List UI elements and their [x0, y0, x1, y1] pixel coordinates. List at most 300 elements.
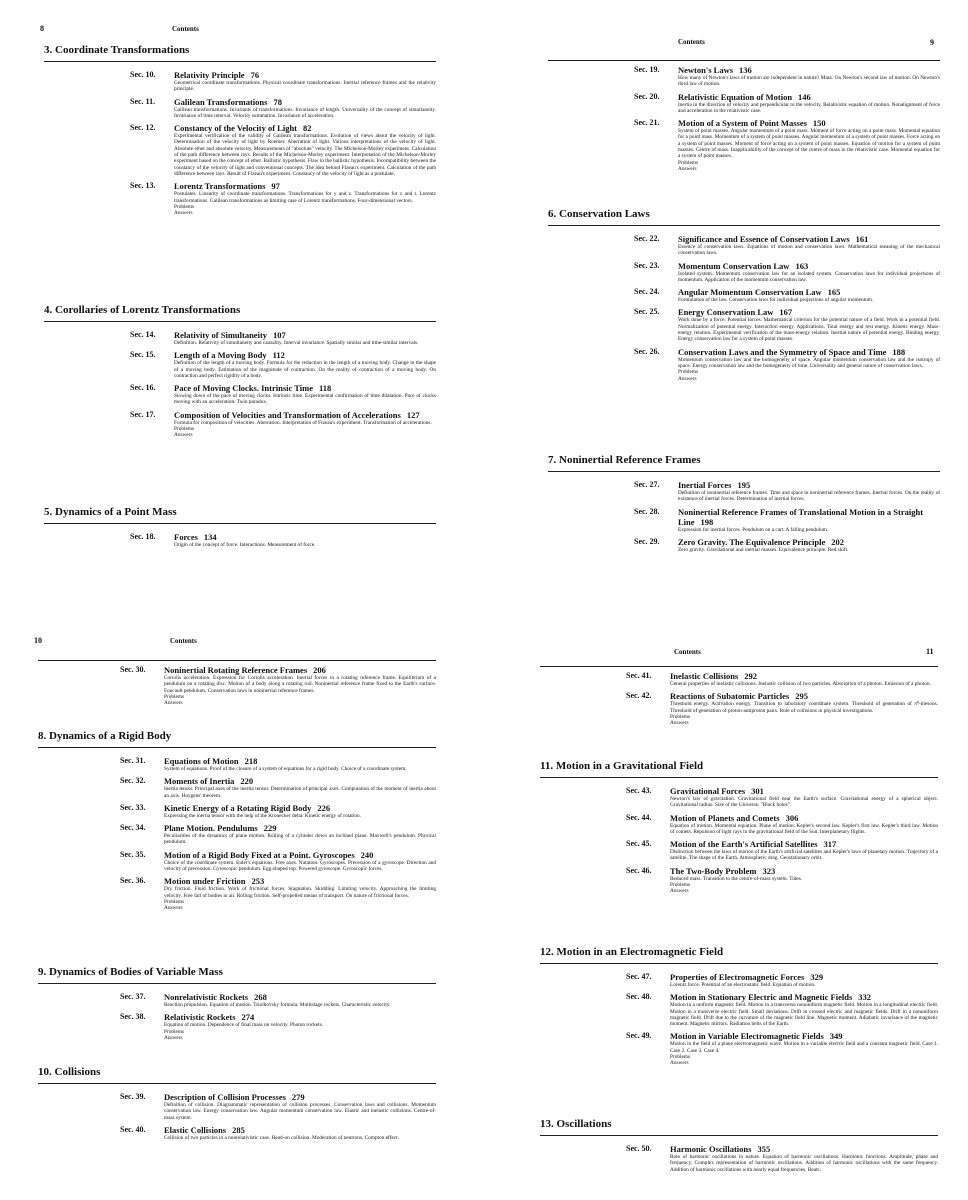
- section-number: Sec. 19.: [634, 65, 660, 74]
- section-title-text: Elastic Collisions: [164, 1124, 227, 1135]
- toc-entry-sec-39[interactable]: [120, 1092, 436, 1121]
- section-title[interactable]: [174, 70, 436, 80]
- section-page-number: 206: [313, 665, 326, 675]
- section-title[interactable]: [670, 671, 938, 681]
- section-topics: Expressing the inertia tensor with the help of the Kronecker delta. Kinetic energy of rotation.: [164, 812, 362, 819]
- section-topics: Definition of the length of a moving body. Formula for the reduction in the length of a moving body. Change in the shape of a moving body. Estimation of the magnitude of contraction. On the reality of contraction of a moving body. On contraction and perfect rigidity of a body.: [174, 360, 436, 379]
- toc-entry-sec-27[interactable]: [634, 480, 940, 503]
- chapter-entries: [130, 322, 436, 439]
- section-page-number: 349: [829, 1031, 843, 1042]
- section-title-text: Description of Collision Processes: [164, 1092, 286, 1102]
- section-topics: Definition. Relativity of simultaneity and causality. Interval invariance. Spatially similar and time-similar intervals.: [174, 340, 419, 346]
- section-page-number: 134: [203, 532, 217, 542]
- answers-link[interactable]: Answers: [670, 1060, 689, 1067]
- section-number: Sec. 29.: [634, 536, 660, 546]
- section-title-text: Galilean Transformations: [174, 96, 268, 107]
- chapter-3: [44, 44, 436, 220]
- toc-entry-sec-22[interactable]: [634, 234, 940, 257]
- section-title[interactable]: [670, 972, 938, 982]
- answers-link[interactable]: Answers: [678, 375, 697, 382]
- running-header: Contents: [170, 637, 197, 645]
- chapter-title: 5. Dynamics of a Point Mass: [44, 506, 177, 518]
- chapter-title: 13. Oscillations: [540, 1118, 612, 1130]
- toc-entry-sec-31[interactable]: [120, 756, 436, 772]
- section-title-text: Pace of Moving Clocks. Intrinsic Time: [174, 383, 313, 394]
- chapter-entries: [626, 778, 938, 895]
- section-topics: Expression for inertial forces. Pendulum on a cart. A falling pendulum.: [678, 526, 829, 533]
- section-topics: Galilean transformations. Invariants of transformations. Invariance of length. Universality of the concept of simultaneity. Invariance of time interval. Velocity summation. Invariance of acceleration.: [174, 106, 436, 119]
- section-page-number: 188: [892, 346, 906, 357]
- section-page-number: 295: [795, 691, 808, 702]
- section-page-number: 165: [827, 287, 841, 298]
- section-title[interactable]: [164, 1092, 436, 1102]
- problems-link[interactable]: Problems: [670, 713, 691, 720]
- section-number: Sec. 49.: [626, 1031, 652, 1041]
- section-topics: Coriolis acceleration. Expression for Coriolis acceleration. Inertial forces in a rotating reference frame. Equilibrium of a pendulum on a rotating disc. Motion of a body along a rotating rod. Noninertial reference frame fixed to the Earth's surface. Foucault pendulum. Conservation laws in noninertial reference frames.: [164, 675, 436, 694]
- section-number: Sec. 23.: [634, 260, 660, 270]
- section-title-text: Equations of Motion: [164, 756, 239, 766]
- section-title[interactable]: [678, 92, 940, 102]
- problems-link[interactable]: Problems: [164, 898, 185, 905]
- section-page-number: 285: [232, 1124, 245, 1135]
- section-page-number: 163: [795, 260, 809, 271]
- section-title[interactable]: [164, 665, 436, 675]
- section-title-text: Composition of Velocities and Transformation of Accelerations: [174, 409, 401, 420]
- section-title-text: Relativistic Rockets: [164, 1012, 236, 1023]
- section-page-number: 112: [272, 350, 285, 361]
- section-title[interactable]: [670, 813, 938, 823]
- toc-entry-sec-26[interactable]: [634, 347, 940, 382]
- answers-link[interactable]: Answers: [678, 165, 697, 172]
- section-topics: Equation of motion. Momental equation. Plane of motion. Kepler's second law. Kepler's first law. Kepler's third law. Motion of comets. Repulsion of light rays in the gravitational field of the Sun. Interplanetary flights.: [670, 822, 938, 835]
- section-number: Sec. 13.: [130, 181, 156, 191]
- problems-link[interactable]: Problems: [174, 426, 195, 433]
- toc-entry-sec-24[interactable]: [634, 287, 940, 303]
- chapter-title: 4. Corollaries of Lorentz Transformations: [44, 304, 241, 316]
- section-title-text: Moments of Inertia: [164, 776, 235, 787]
- section-title-text: Motion of a Rigid Body Fixed at a Point. Gyroscopes: [164, 849, 355, 860]
- section-page-number: 127: [406, 409, 420, 420]
- section-title-text: Zero Gravity. The Equivalence Principle: [678, 536, 826, 547]
- section-topics: Essence of conservation laws. Equations of motion and conservation laws. Mathematical meaning of the mechanical conservation laws.: [678, 244, 940, 257]
- toc-entry-sec-37[interactable]: [120, 992, 436, 1008]
- section-page-number: 268: [254, 992, 267, 1002]
- toc-entry-sec-30[interactable]: [120, 665, 436, 706]
- section-page-number: 136: [739, 65, 752, 75]
- section-page-number: 220: [240, 776, 254, 787]
- section-topics: Geometrical coordinate transformations. Physical coordinate transformations. Inertial reference frames and the relativity principle.: [174, 80, 436, 93]
- section-title-text: The Two-Body Problem: [670, 865, 757, 876]
- section-title[interactable]: [174, 410, 436, 420]
- toc-entry-sec-12[interactable]: [130, 123, 436, 177]
- section-title-text: Motion of Planets and Comets: [670, 812, 780, 823]
- section-topics: Peculiarities of the dynamics of plane motion. Rolling of a cylinder down an inclined plane. Maxwell's pendulum. Physical pendulum.: [164, 833, 436, 846]
- section-page-number: 150: [812, 118, 826, 129]
- section-number: Sec. 25.: [634, 307, 660, 317]
- toc-entry-sec-29[interactable]: [634, 537, 940, 553]
- chapter-5: [44, 506, 436, 552]
- section-page-number: 78: [273, 96, 282, 107]
- section-number: Sec. 16.: [130, 383, 156, 393]
- section-title-text: Forces: [174, 532, 198, 542]
- section-number: Sec. 10.: [130, 70, 156, 79]
- toc-entry-sec-25[interactable]: [634, 307, 940, 342]
- chapter-title: 10. Collisions: [38, 1066, 101, 1078]
- toc-entry-sec-33[interactable]: [120, 803, 436, 819]
- toc-entry-sec-11[interactable]: [130, 97, 436, 120]
- section-title[interactable]: [670, 992, 938, 1002]
- chapter-8: [38, 730, 436, 916]
- section-number: Sec. 21.: [634, 118, 660, 128]
- section-title[interactable]: [164, 876, 436, 886]
- section-title-text: Relativistic Equation of Motion: [678, 91, 793, 102]
- section-title[interactable]: [678, 118, 940, 128]
- section-topics: Reaction propulsion. Equation of motion. Tsiolkovsky formula. Multistage rockets. Characteristic velocity.: [164, 1002, 391, 1008]
- section-title-text: Conservation Laws and the Symmetry of Space and Time: [678, 346, 887, 357]
- chapter-title: 6. Conservation Laws: [548, 208, 650, 220]
- section-title[interactable]: [164, 992, 436, 1002]
- section-topics: Definition of collision. Diagrammatic representation of collision processes. Conservation laws and collisions. Momentum conservation law. Energy conservation law. Angular momentum conservation law. Elastic and inelastic collisions. Centre-of-mass system.: [164, 1102, 436, 1121]
- chapter-9: [38, 966, 436, 1045]
- section-topics: How many of Newton's laws of motion are independent in nature? Mass. On Newton's second law of motion. On Newton's third law of motion.: [678, 75, 940, 88]
- section-number: Sec. 20.: [634, 91, 660, 101]
- running-header: Contents: [674, 648, 701, 656]
- section-topics: Collision of two particles in a nonrelativistic case. Head-on collision. Moderation of neutrons. Compton effect.: [164, 1134, 399, 1141]
- problems-link[interactable]: Problems: [670, 882, 691, 889]
- section-title[interactable]: [678, 261, 940, 271]
- chapter-title: 3. Coordinate Transformations: [44, 44, 190, 56]
- answers-link[interactable]: Answers: [164, 1034, 183, 1041]
- section-topics: System of equations. Proof of the closure of a system of equations for a rigid body. Choice of a coordinate system.: [164, 766, 407, 772]
- chapter-entries: [634, 226, 940, 382]
- section-title[interactable]: [678, 307, 940, 317]
- section-title[interactable]: [164, 803, 436, 813]
- section-title-text: Motion of the Earth's Artificial Satellites: [670, 839, 818, 850]
- toc-entry-sec-48[interactable]: [626, 992, 938, 1027]
- section-title-text: Motion of a System of Point Masses: [678, 118, 807, 129]
- section-number: Sec. 43.: [626, 786, 652, 795]
- problems-link[interactable]: Problems: [164, 1028, 185, 1035]
- section-topics: System of point masses. Angular momentum of a point mass. Moment of force acting on a point mass. Momental equation for a point mass. Momentum of a system of point masses. Angular momentum of a system of point masses. Force acting on a system of point masses. Moment of force acting on a system of point masses. Equation of motion for a system of point masses. Centre of mass. Inapplicability of the concept of the centre of mass in the relativistic case. Momental equation for a system of point masses.: [678, 128, 940, 160]
- section-topics: Inertia tensor. Principal axes of the inertia tensor. Determination of principal axes. Computation of the moment of inertia about an axis. Huygens' theorem.: [164, 786, 436, 799]
- section-title[interactable]: [670, 691, 938, 701]
- section-page-number: 82: [303, 123, 312, 134]
- section-page-number: 253: [251, 876, 265, 887]
- section-number: Sec. 12.: [130, 123, 156, 133]
- section-title-text: Length of a Moving Body: [174, 350, 267, 361]
- section-title[interactable]: [678, 507, 940, 527]
- section-title[interactable]: [174, 123, 436, 133]
- section-title[interactable]: [670, 1031, 938, 1041]
- section-title[interactable]: [670, 786, 938, 796]
- section-page-number: 292: [744, 671, 757, 681]
- chapter-title: 11. Motion in a Gravitational Field: [540, 760, 704, 772]
- section-topics: Dry friction. Fluid friction. Work of frictional forces. Stagnation. Skidding. Limiting velocity. Approaching the limiting velocity. Free fall of bodies in air. Rolling friction. Self-propelled means of transport. On nature of frictional forces.: [164, 886, 436, 899]
- toc-entry-sec-10[interactable]: [130, 70, 436, 93]
- page-8: [40, 22, 440, 592]
- page-number: 10: [34, 636, 42, 645]
- section-title-text: Newton's Laws: [678, 65, 734, 75]
- section-title-text: Kinetic Energy of a Rotating Rigid Body: [164, 802, 312, 813]
- section-topics: Distinction between the laws of motion of the Earth's artificial satellites and Kepler's laws of planetary motion. Trajectory of a satellite. The shape of the Earth. Atmospheric drag. Geostationary orbit.: [670, 849, 938, 862]
- section-title[interactable]: [164, 756, 436, 766]
- section-number: Sec. 50.: [626, 1144, 652, 1153]
- section-topics: Zero gravity. Gravitational and inertial masses. Equivalence principle. Red shift.: [678, 546, 849, 553]
- chapter-entries: [634, 61, 940, 172]
- chapter-10-continued: [540, 662, 938, 730]
- chapter-11: [540, 760, 938, 899]
- toc-entry-sec-20[interactable]: [634, 92, 940, 115]
- section-page-number: 202: [831, 536, 845, 547]
- section-title[interactable]: [164, 823, 436, 833]
- toc-entry-sec-18[interactable]: [130, 532, 436, 548]
- section-title[interactable]: [164, 1012, 436, 1022]
- section-number: Sec. 18.: [130, 532, 156, 541]
- toc-entry-sec-21[interactable]: [634, 118, 940, 172]
- section-page-number: 317: [823, 839, 837, 850]
- section-number: Sec. 17.: [130, 409, 156, 419]
- answers-link[interactable]: Answers: [174, 432, 193, 439]
- section-number: Sec. 39.: [120, 1092, 146, 1101]
- answers-link[interactable]: Answers: [174, 210, 193, 217]
- chapter-entries: [626, 964, 938, 1067]
- section-topics: Postulates. Linearity of coordinate transformations. Transformations for y and z. Transformations for x and t. Lorentz transformations. Galilean transformations as limiting case of Lorentz transformations. Four-dimensional vectors.: [174, 191, 436, 204]
- section-number: Sec. 45.: [626, 839, 652, 849]
- section-topics: Newton's law of gravitation. Gravitational field near the Earth's surface. Gravitational energy of a spherical object. Gravitational radius. Size of the Universe. "Black holes".: [670, 796, 938, 809]
- chapter-10: [38, 1066, 436, 1145]
- chapter-7: [548, 454, 940, 557]
- page-number: 9: [930, 38, 934, 47]
- section-title-text: Momentum Conservation Law: [678, 260, 790, 271]
- section-page-number: 118: [318, 383, 332, 394]
- section-number: Sec. 37.: [120, 992, 146, 1001]
- section-title[interactable]: [670, 866, 938, 876]
- page-9: [542, 32, 942, 592]
- chapter-entries: [120, 748, 436, 912]
- section-title-text: Properties of Electromagnetic Forces: [670, 972, 805, 982]
- toc-entry-sec-43[interactable]: [626, 786, 938, 809]
- section-page-number: 146: [798, 91, 811, 102]
- toc-entry-sec-14[interactable]: [130, 330, 436, 346]
- toc-entry-sec-19[interactable]: [634, 65, 940, 88]
- toc-entry-sec-44[interactable]: [626, 813, 938, 836]
- toc-entry-sec-47[interactable]: [626, 972, 938, 988]
- section-title-text: Angular Momentum Conservation Law: [678, 287, 822, 298]
- section-topics: Isolated system. Momentum conservation law for an isolated system. Conservation laws for individual projections of momentum. Application of the momentum conservation law.: [678, 270, 940, 283]
- running-header: Contents: [172, 25, 199, 33]
- section-number: Sec. 48.: [626, 992, 652, 1002]
- section-topics: Inertia in the direction of velocity and perpendicular to the velocity. Relativistic equation of motion. Nonalignment of force and acceleration in the relativistic case.: [678, 101, 940, 114]
- section-page-number: 329: [810, 972, 824, 982]
- section-title[interactable]: [164, 850, 436, 860]
- section-title-text: Relativity of Simultaneity: [174, 330, 268, 340]
- section-title[interactable]: [678, 537, 940, 547]
- toc-entry-sec-15[interactable]: [130, 350, 436, 379]
- section-page-number: 279: [291, 1092, 305, 1102]
- section-title[interactable]: [678, 234, 940, 244]
- section-page-number: 97: [271, 181, 280, 192]
- section-title[interactable]: [164, 1125, 436, 1135]
- answers-link[interactable]: Answers: [670, 888, 689, 895]
- section-page-number: 274: [241, 1012, 255, 1023]
- section-title-text: Inelastic Collisions: [670, 671, 739, 681]
- toc-entry-sec-42[interactable]: [626, 691, 938, 726]
- section-title-text: Harmonic Oscillations: [670, 1144, 752, 1154]
- section-title[interactable]: [670, 1144, 938, 1154]
- chapter-5-continued: [548, 56, 940, 176]
- chapter-title: 9. Dynamics of Bodies of Variable Mass: [38, 966, 223, 978]
- section-number: Sec. 28.: [634, 506, 660, 516]
- section-topics: Experimental verification of the validity of Galilean transformations. Evolution of views about the velocity of light. Determination of the velocity of light by Roemer. Aberration of light. Various interpretations of the velocity of light. Absolute ether and absolute velocity. Measurements of "absolute" velocity. The Michelson-Morley experiment. Calculation of the path difference between rays. Results of the Michelson-Morley experiment. Interpretation of the Michelson-Morley experiment based on the concept of ether. Ballistic hypothesis. Flaw in the ballistic hypothesis. Incompatibility between the constancy of the velocity of light and conventional concepts. The idea behind Fizeau's experiment. Calculation of the path difference between rays. Result of Fizeau's experiment. Constancy of the velocity of light as a postulate.: [174, 133, 436, 177]
- section-page-number: 226: [317, 802, 331, 813]
- problems-link[interactable]: Problems: [678, 369, 699, 376]
- toc-entry-sec-36[interactable]: [120, 876, 436, 911]
- section-title-text: Energy Conservation Law: [678, 307, 774, 318]
- section-number: Sec. 24.: [634, 287, 660, 297]
- problems-link[interactable]: Problems: [174, 203, 195, 210]
- toc-entry-sec-16[interactable]: [130, 383, 436, 406]
- section-number: Sec. 31.: [120, 756, 146, 765]
- section-topics: Work done by a force. Potential forces. Mathematical criterion for the potential nature of a field. Work in a potential field. Normalization of potential energy. Interaction energy. Applications. Total energy and rest energy. Kinetic energy. Mass-energy relation. Experimental verification of the mass-energy relation. Inertial nature of potential energy. Binding energy. Energy conservation law for a system of point masses.: [678, 317, 940, 343]
- toc-entry-sec-28[interactable]: [634, 507, 940, 533]
- toc-entry-sec-40[interactable]: [120, 1125, 436, 1141]
- running-header: Contents: [678, 38, 705, 46]
- page-11: [536, 644, 942, 1196]
- toc-entry-sec-50[interactable]: [626, 1144, 938, 1173]
- section-page-number: 301: [751, 786, 764, 796]
- section-page-number: 323: [762, 865, 776, 876]
- section-number: Sec. 33.: [120, 802, 146, 812]
- chapter-entries: [626, 667, 938, 726]
- chapter-title: 12. Motion in an Electromagnetic Field: [540, 946, 724, 958]
- chapter-7-continued: [38, 656, 436, 710]
- section-number: Sec. 30.: [120, 665, 146, 674]
- section-page-number: 229: [263, 823, 277, 834]
- section-title[interactable]: [678, 347, 940, 357]
- section-page-number: 76: [250, 70, 260, 80]
- section-page-number: 198: [700, 516, 714, 527]
- answers-link[interactable]: Answers: [670, 720, 689, 727]
- toc-entry-sec-34[interactable]: [120, 823, 436, 846]
- section-page-number: 240: [360, 849, 374, 860]
- chapter-13: [540, 1118, 938, 1177]
- section-page-number: 107: [273, 330, 286, 340]
- toc-entry-sec-49[interactable]: [626, 1031, 938, 1066]
- chapter-entries: [130, 62, 436, 216]
- section-topics: Origin of the concept of force. Interactions. Measurement of force.: [174, 542, 316, 548]
- section-topics: Reduced mass. Transition to the centre-of-mass system. Tides.: [670, 875, 803, 882]
- section-title-text: Motion under Friction: [164, 876, 246, 887]
- section-topics: Role of harmonic oscillations in nature. Equation of harmonic oscillations. Harmonic functions. Amplitude, phase and frequency. Complex representation of harmonic oscillations. Addition of harmonic oscillations with the same frequency. Addition of harmonic oscillations with nearly equal frequencies. Beats.: [670, 1154, 938, 1173]
- section-title[interactable]: [678, 480, 940, 490]
- problems-link[interactable]: Problems: [670, 1054, 691, 1061]
- section-page-number: 306: [785, 812, 799, 823]
- section-title-text: Motion in Variable Electromagnetic Fields: [670, 1031, 824, 1042]
- section-page-number: 195: [737, 480, 751, 490]
- section-title[interactable]: [174, 330, 436, 340]
- section-number: Sec. 26.: [634, 346, 660, 356]
- section-title[interactable]: [164, 776, 436, 786]
- section-number: Sec. 22.: [634, 234, 660, 243]
- answers-link[interactable]: Answers: [164, 905, 183, 912]
- section-number: Sec. 40.: [120, 1124, 146, 1134]
- section-title[interactable]: [174, 97, 436, 107]
- toc-entry-sec-41[interactable]: [626, 671, 938, 687]
- page-number: 8: [40, 24, 44, 33]
- problems-link[interactable]: Problems: [164, 693, 185, 700]
- section-title[interactable]: [174, 350, 436, 360]
- section-topics: General properties of inelastic collisions. Inelastic collision of two particles. Absorption of a photon. Emission of a photon.: [670, 681, 931, 687]
- section-number: Sec. 46.: [626, 865, 652, 875]
- section-title-text: Noninertial Reference Frames of Translational Motion in a Straight Line: [678, 506, 924, 527]
- toc-entry-sec-32[interactable]: [120, 776, 436, 799]
- section-number: Sec. 42.: [626, 691, 652, 701]
- section-topics: Momentum conservation law and the homogeneity of space. Angular momentum conservation law and the isotropy of space. Energy conservation law and the homogeneity of time. Universality and general nature of conservation laws.: [678, 356, 940, 369]
- section-topics: Formulation of the law. Conservation laws for individual projections of angular momentum.: [678, 297, 874, 304]
- section-page-number: 161: [855, 234, 869, 244]
- section-title[interactable]: [174, 532, 436, 542]
- section-title-text: Plane Motion. Pendulums: [164, 823, 258, 834]
- section-title[interactable]: [678, 287, 940, 297]
- toc-entry-sec-23[interactable]: [634, 261, 940, 284]
- section-number: Sec. 38.: [120, 1012, 146, 1022]
- section-topics: Definition of noninertial reference frames. Time and space in noninertial reference frames. Inertial forces. On the reality of existence of inertial forces. Determination of inertial forces.: [678, 490, 940, 503]
- chapter-title: 8. Dynamics of a Rigid Body: [38, 730, 172, 742]
- section-number: Sec. 35.: [120, 849, 146, 859]
- section-title-text: Relativity Principle: [174, 70, 245, 80]
- chapter-entries: [120, 984, 436, 1041]
- section-page-number: 218: [244, 756, 258, 766]
- section-title[interactable]: [174, 181, 436, 191]
- section-title-text: Nonrelativistic Rockets: [164, 992, 249, 1002]
- section-topics: Motion in a uniform magnetic field. Motion in a transverse nonuniform magnetic field. Motion in a longitudinal electric field. Motion in a transverse electric field. Small deviations. Drift in crossed electric and magnetic fields. Drift in a nonuniform magnetic field. Drift due to the curvature of the magnetic field line. Magnetic moment. Adiabatic invariance of the magnetic moment. Magnetic mirrors. Radiation belts of the Earth.: [670, 1002, 938, 1028]
- toc-entry-sec-45[interactable]: [626, 839, 938, 862]
- section-title[interactable]: [670, 839, 938, 849]
- section-topics: Motion in the field of a plane electromagnetic wave. Motion in a variable electric field and a constant magnetic field. Case 1. Case 2. Case 3. Case 4.: [670, 1041, 938, 1054]
- section-number: Sec. 41.: [626, 671, 652, 680]
- section-page-number: 332: [858, 992, 872, 1003]
- section-number: Sec. 14.: [130, 330, 156, 339]
- section-title-text: Gravitational Forces: [670, 786, 746, 796]
- toc-entry-sec-46[interactable]: [626, 866, 938, 895]
- chapter-entries: [634, 472, 940, 553]
- chapter-6: [548, 208, 940, 386]
- chapter-title: 7. Noninertial Reference Frames: [548, 454, 701, 466]
- answers-link[interactable]: Answers: [164, 700, 183, 707]
- section-number: Sec. 11.: [130, 96, 156, 106]
- section-title-text: Constancy of the Velocity of Light: [174, 123, 298, 134]
- section-title[interactable]: [678, 65, 940, 75]
- section-number: Sec. 34.: [120, 823, 146, 833]
- page-10: [34, 634, 440, 1194]
- section-topics: Formula for composition of velocities. Aberration. Interpretation of Fizeau's experiment. Transformation of accelerations.: [174, 419, 432, 426]
- problems-link[interactable]: Problems: [678, 159, 699, 166]
- toc-entry-sec-35[interactable]: [120, 850, 436, 873]
- section-topics: Choice of the coordinate system. Euler's equations. Free axes. Nutation. Gyroscopes. Precession of a gyroscope. Direction and velocity of precession. Gyroscopic pendulum. Egg-shaped top. Powered gyroscope. Gyroscopic forces.: [164, 859, 436, 873]
- section-page-number: 355: [757, 1144, 771, 1154]
- section-page-number: 167: [779, 307, 793, 318]
- toc-entry-sec-13[interactable]: [130, 181, 436, 216]
- section-topics: Slowing down of the pace of moving clocks. Intrinsic time. Experimental confirmation of time dilatation. Pace of clocks moving with an acceleration. Twin paradox.: [174, 393, 436, 406]
- toc-entry-sec-38[interactable]: [120, 1012, 436, 1041]
- section-title-text: Motion in Stationary Electric and Magnetic Fields: [670, 992, 853, 1003]
- chapter-entries: [120, 1084, 436, 1141]
- chapter-entries: [626, 1136, 938, 1173]
- section-topics: Lorentz force. Potential of an electrostatic field. Equation of motion.: [670, 982, 816, 988]
- section-title[interactable]: [174, 383, 436, 393]
- chapter-entries: [130, 524, 436, 548]
- toc-entry-sec-17[interactable]: [130, 410, 436, 439]
